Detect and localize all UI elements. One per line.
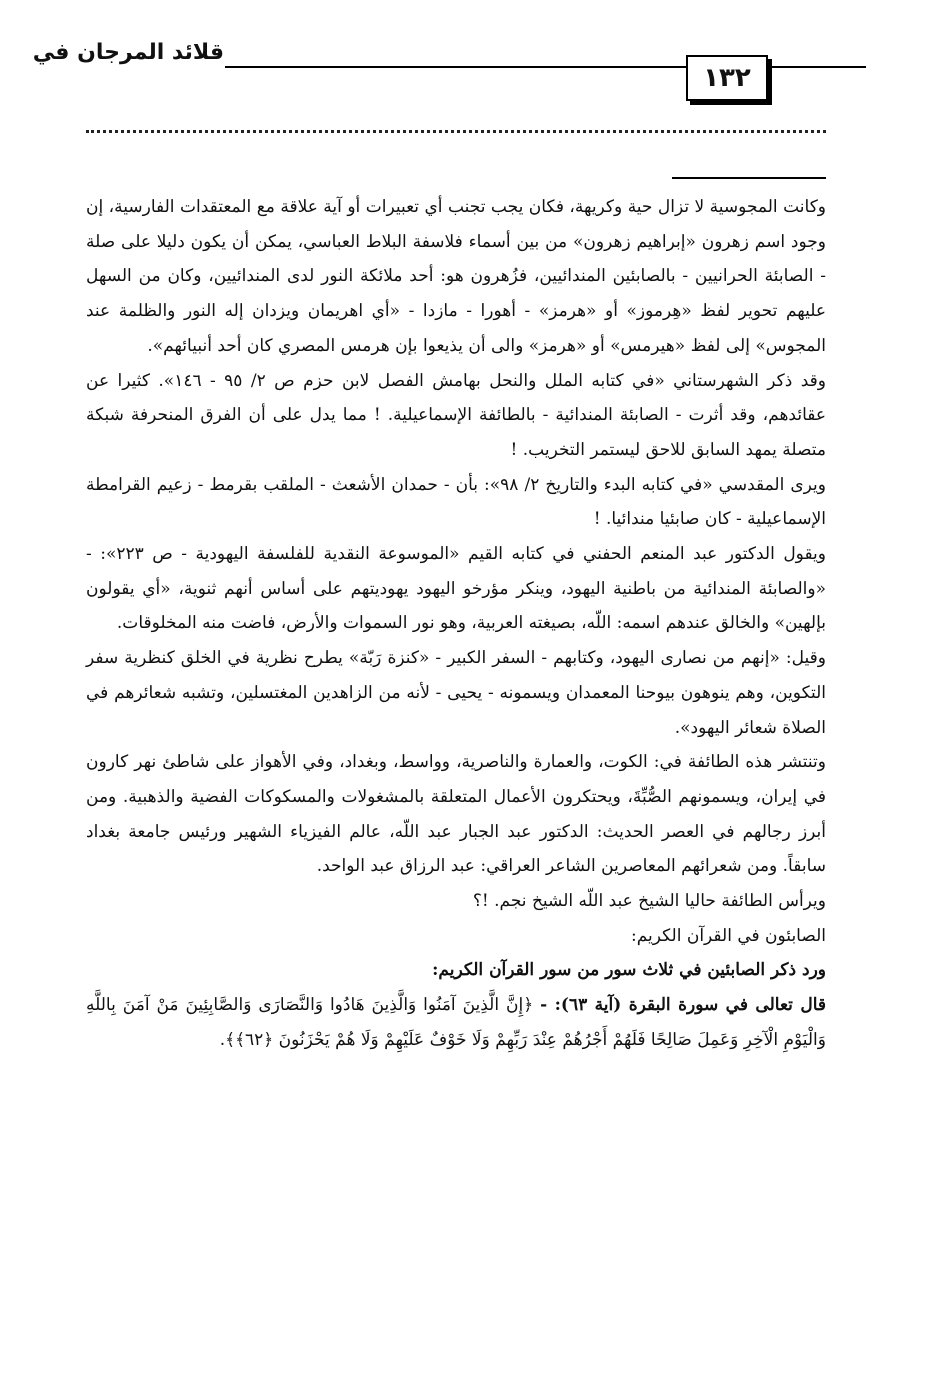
page-number-text: ١٣٢ xyxy=(703,63,751,93)
verse-paragraph xyxy=(86,988,826,1057)
section-heading: الصابئون في القرآن الكريم: xyxy=(631,925,826,946)
paragraph: وقيل: «إنهم من نصارى اليهود، وكتابهم - السفر الكبير - «كنزة رَبّة» يطرح نظرية في الخلق كنظرية سفر التكوين، وهم ينوهون بيوحنا المعمدان ويسمونه - يحيى - لأنه من الزاهدين المغتسلين، وتشبه شعائرهم في الصلاة شعائر اليهود». xyxy=(86,648,826,738)
paragraph: ورد ذكر الصابئين في ثلاث سور من سور القرآن الكريم: xyxy=(432,960,826,981)
paragraph: ويقول الدكتور عبد المنعم الحفني في كتابه القيم «الموسوعة النقدية للفلسفة اليهودية - ص ٢٢٣»: - «والصابئة المندائية من باطنية اليهود، وينكر مؤرخو اليهود يهوديتهم على أساس أنهم ثنوية، «أي يقولون بإلهين» والخالق عندهم اسمه: اللّه، بصيغته العربية، وهو نور السموات والأرض، فاضت منه المخلوقات. xyxy=(86,544,826,634)
body-text xyxy=(86,190,826,1058)
paragraph: وقد ذكر الشهرستاني «في كتابه الملل والنحل بهامش الفصل لابن حزم ص ٢/ ٩٥ - ١٤٦». كثيرا عن عقائدهم، وقد أثرت - الصابئة المندائية - بالطائفة الإسماعيلية. ! مما يدل على أن الفرق المنحرفة شبكة متصلة يمهد السابق للاحق ليستمر التخريب. ! xyxy=(86,370,827,460)
quran-verse: ﴿إِنَّ الَّذِينَ آمَنُوا وَالَّذِينَ هَادُوا وَالنَّصَارَى وَالصَّابِئِينَ مَنْ آمَنَ بِاللَّهِ وَالْيَوْمِ الْآخِرِ وَعَمِلَ صَالِحًا فَلَهُمْ أَجْرُهُمْ عِنْدَ رَبِّهِمْ وَلَا خَوْفٌ عَلَيْهِمْ وَلَا هُمْ يَحْزَنُونَ ﴿٦٢﴾﴾. xyxy=(86,995,826,1050)
footnote-rule xyxy=(672,177,826,179)
page-number xyxy=(686,55,768,101)
header-rule xyxy=(225,66,696,68)
paragraph: ويرأس الطائفة حاليا الشيخ عبد اللّه الشيخ نجم. !؟ xyxy=(472,891,826,912)
book-title: قلائد المرجان في xyxy=(32,40,224,65)
dotted-divider xyxy=(86,130,826,133)
paragraph: وتنتشر هذه الطائفة في: الكوت، والعمارة والناصرية، وواسط، وبغداد، وفي الأهواز على شاطئ نهر كارون في إيران، ويسمونهم الصُّبِّةَ، ويحتكرون الأعمال المتعلقة بالمشغولات والمسكوكات الفضية والذهبية. ومن أبرز رجالهم في العصر الحديث: الدكتور عبد الجبار عبد اللّه، عالم الفيزياء الشهير ورئيس جامعة بغداد سابقاً. ومن شعرائهم المعاصرين الشاعر العراقي: عبد الرزاق عبد الواحد. xyxy=(86,752,826,877)
header-rule-right xyxy=(770,66,866,68)
verse-intro: قال تعالى في سورة البقرة (آية ٦٣): - xyxy=(540,995,826,1016)
paragraph: وكانت المجوسية لا تزال حية وكريهة، فكان يجب تجنب أي تعبيرات أو آية علاقة مع المعتقدات الفارسية، إن وجود اسم زهرون «إبراهيم زهرون» من بين أسماء فلاسفة البلاط العباسي، يمكن أن يكون دليلا على صلة - الصابئة الحرانيين - بالصابئين المندائيين، فزُهرون هو: أحد ملائكة النور لدى المندائيين، وكان من السهل عليهم تحوير لفظ «هِرموز» أو «هرمز» - أهورا - مازدا - «أي اهريمان ويزدان إله النور والظلمة عند المجوس» إلى لفظ «هيرمس» أو «هرمز» والى أن يذيعوا بإن هرمس المصري كان أحد أنبيائهم». xyxy=(86,197,827,356)
paragraph: ويرى المقدسي «في كتابه البدء والتاريخ ٢/ ٩٨»: بأن - حمدان الأشعث - الملقب بقرمط - زعيم القرامطة الإسماعيلية - كان صابئيا مندائيا. ! xyxy=(86,474,826,530)
